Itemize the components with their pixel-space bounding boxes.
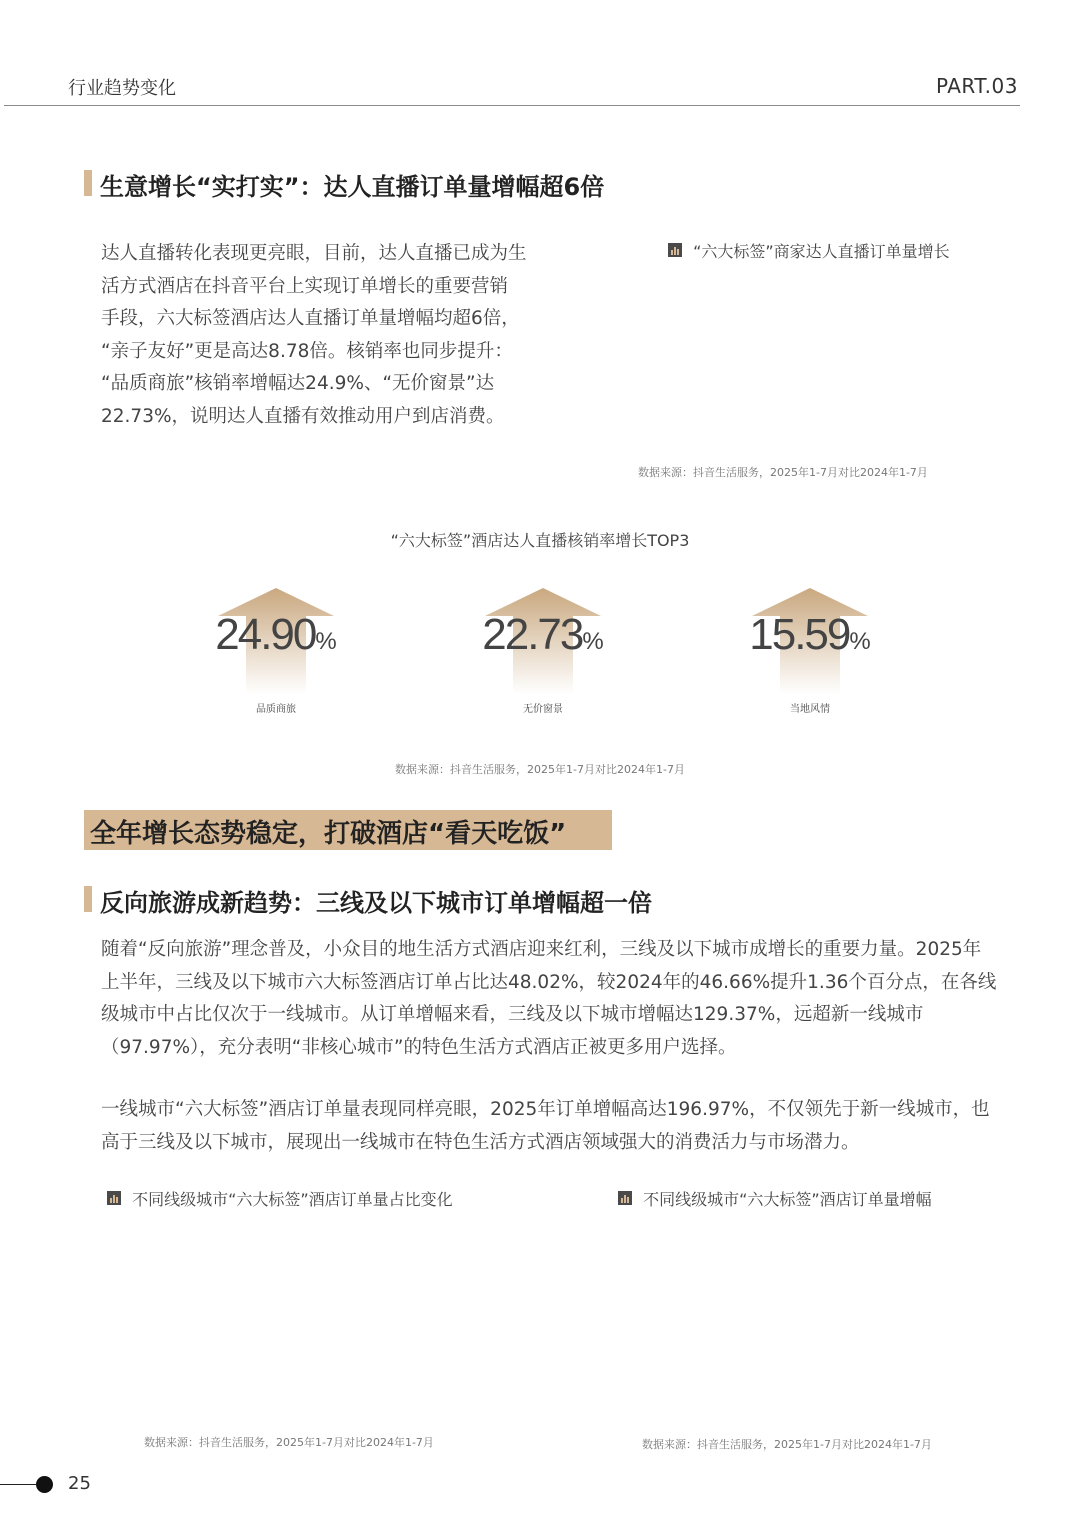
- top3-label: 品质商旅: [256, 704, 296, 715]
- bar-chart-icon: [107, 1191, 121, 1205]
- top3-label: 当地风情: [790, 704, 830, 715]
- chart1-title: “六大标签”商家达人直播订单量增长: [693, 242, 950, 261]
- top3-item: [176, 588, 376, 718]
- chart2-title: 不同线级城市“六大标签”酒店订单量占比变化: [132, 1190, 453, 1209]
- top3-value: 22.73%: [482, 610, 604, 659]
- section-marker: [84, 886, 92, 912]
- paragraph-line: 手段，六大标签酒店达人直播订单量增幅均超6倍，: [101, 308, 520, 329]
- footer-dot: [36, 1476, 53, 1493]
- bar-chart-icon: [618, 1191, 632, 1205]
- paragraph-line: （97.97%），充分表明“非核心城市”的特色生活方式酒店正被更多用户选择。: [101, 1036, 737, 1058]
- part-label: PART.03: [935, 74, 1018, 98]
- paragraph-line: 上半年，三线及以下城市六大标签酒店订单占比达48.02%，较2024年的46.66%提升1.36个百分点，在各线: [101, 971, 997, 993]
- section-banner: [84, 810, 612, 850]
- chart1-source: 数据来源：抖音生活服务，2025年1-7月对比2024年1-7月: [638, 466, 928, 479]
- chart3-header: [618, 1190, 932, 1213]
- chart3-source: 数据来源：抖音生活服务，2025年1-7月对比2024年1-7月: [642, 1438, 932, 1451]
- page-number: 25: [68, 1473, 91, 1494]
- section2-paragraph-1: [101, 934, 1026, 1064]
- chart2-source: 数据来源：抖音生活服务，2025年1-7月对比2024年1-7月: [144, 1436, 434, 1449]
- paragraph-line: 级城市中占比仅次于一线城市。从订单增幅来看，三线及以下城市增幅达129.37%，远超新一线城市: [101, 1004, 924, 1025]
- section2-paragraph-2: [101, 1094, 1026, 1159]
- section-header: 行业趋势变化: [68, 78, 176, 99]
- section-marker: [84, 170, 92, 196]
- top3-label: 无价窗景: [523, 704, 563, 715]
- top3-value: 15.59%: [749, 610, 871, 659]
- section2-title: 反向旅游成新趋势：三线及以下城市订单增幅超一倍: [100, 889, 652, 917]
- paragraph-line: 22.73%，说明达人直播有效推动用户到店消费。: [101, 405, 505, 427]
- paragraph-line: 随着“反向旅游”理念普及，小众目的地生活方式酒店迎来红利，三线及以下城市成增长的重要力量。2025年: [101, 939, 982, 960]
- footer-line: [0, 1484, 36, 1485]
- top3-item: [443, 588, 643, 718]
- top3-source: 数据来源：抖音生活服务，2025年1-7月对比2024年1-7月: [395, 763, 685, 776]
- section1-paragraph: [101, 238, 551, 433]
- chart3-title: 不同线级城市“六大标签”酒店订单量增幅: [643, 1190, 932, 1209]
- section1-title: 生意增长“实打实”：达人直播订单量增幅超6倍: [100, 173, 605, 201]
- top3-item: [710, 588, 910, 718]
- header-divider: [4, 105, 1020, 106]
- chart1-header: [668, 242, 950, 265]
- chart2-header: [107, 1190, 453, 1213]
- paragraph-line: 活方式酒店在抖音平台上实现订单增长的重要营销: [101, 275, 509, 297]
- paragraph-line: “亲子友好”更是高达8.78倍。核销率也同步提升：: [101, 340, 513, 362]
- top3-value: 24.90%: [215, 610, 337, 659]
- banner-title: 全年增长态势稳定，打破酒店“看天吃饭”: [90, 819, 567, 849]
- bar-chart-icon: [668, 243, 682, 257]
- paragraph-line: 高于三线及以下城市，展现出一线城市在特色生活方式酒店领域强大的消费活力与市场潜力。: [101, 1131, 860, 1153]
- top3-title: “六大标签”酒店达人直播核销率增长TOP3: [390, 531, 690, 550]
- paragraph-line: 一线城市“六大标签”酒店订单量表现同样亮眼，2025年订单增幅高达196.97%，不仅领先于新一线城市，也: [101, 1099, 990, 1120]
- paragraph-line: “品质商旅”核销率增幅达24.9%、“无价窗景”达: [101, 373, 495, 394]
- paragraph-line: 达人直播转化表现更亮眼，目前，达人直播已成为生: [101, 243, 527, 264]
